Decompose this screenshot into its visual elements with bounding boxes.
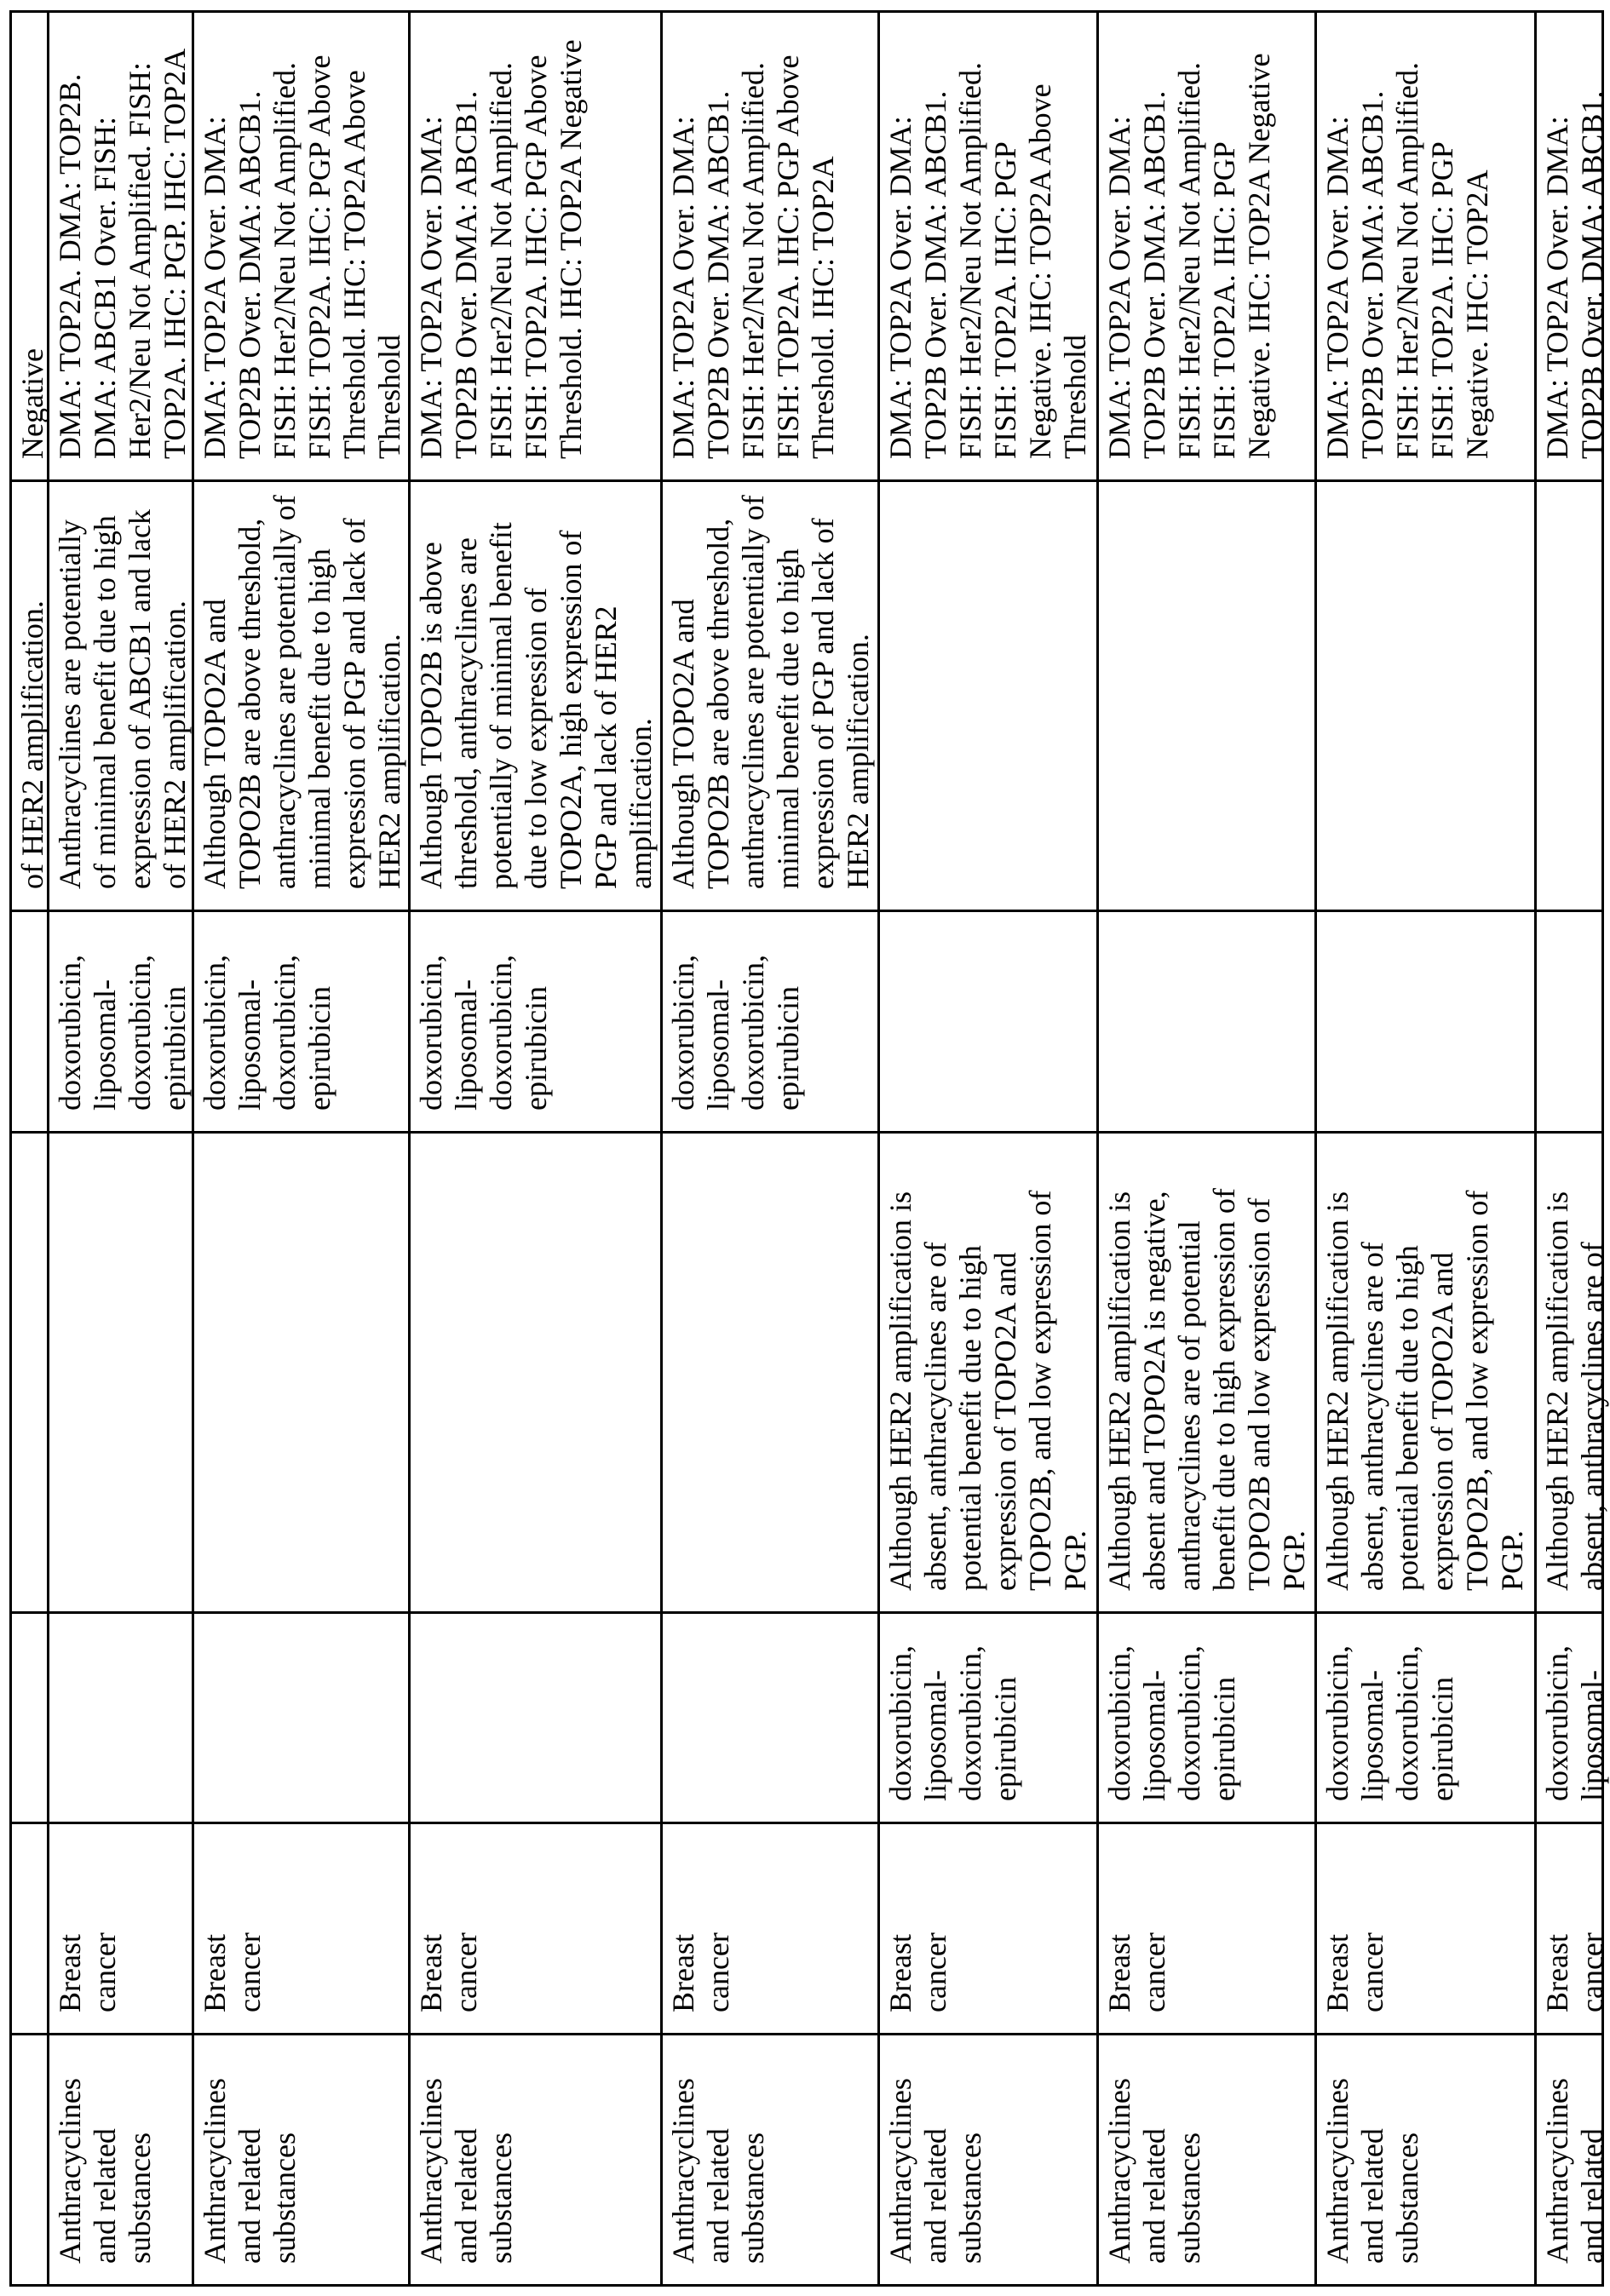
table-cell-minimal-benefit-rationale [660,479,880,912]
table-cell-beneficial-drugs [9,1611,49,1824]
cell-text: DMA: TOP2A Over. DMA: TOP2B Over. DMA: ABCB1. FISH: Her2/Neu Not Amplified. FISH: TOP2A. IHC: PGP Negative. IHC: TOP2A [1317,13,1534,479]
cell-text: Although HER2 amplification is absent and TOPO2A is negative, anthracyclines are of potential benefit due to high expression of TOPO2B and low expression of PGP. [1099,1134,1314,1611]
table-cell-minimal-benefit-rationale [9,479,49,912]
table-cell-benefit-rationale [192,1131,411,1614]
cell-text: DMA: TOP2A Over. DMA: TOP2B Over. DMA: ABCB1. FISH: Her2/Neu Not Amplified. FISH: TOP2A. IHC: PGP Negative. IHC: TOP2A Above Threshold [880,13,1096,479]
cell-text [1317,482,1534,910]
cell-text: Anthracyclines and related substances [663,2035,877,2284]
table-cell-benefit-rationale [9,1131,49,1614]
table-cell-biomarker-results [1096,10,1317,482]
cell-text: doxorubicin, liposomal-doxorubicin, epirubicin [880,1614,1096,1822]
cell-text: Anthracyclines are potentially of minimal benefit due to high expression of ABCB1 and lack of HER2 amplification. [49,482,192,910]
cell-text: Breast cancer [194,1824,408,2033]
table-cell-drug-class [408,2033,663,2287]
table-cell-beneficial-drugs [1096,1611,1317,1824]
cell-text [12,912,47,1131]
cell-text [663,1134,877,1611]
table-cell-cancer-type [9,1822,49,2035]
table-cell-cancer-type [1534,1822,1604,2035]
cell-text [12,2035,47,2284]
cell-text: Anthracyclines and related substances [194,2035,408,2284]
table-cell-benefit-rationale [1534,1131,1604,1614]
table-cell-benefit-rationale [1314,1131,1537,1614]
cell-text [411,1134,660,1611]
table-cell-minimal-benefit-drugs [660,910,880,1134]
table-cell-minimal-benefit-drugs [1534,910,1604,1134]
table-cell-cancer-type [192,1822,411,2035]
rotated-table-page [0,0,1609,2296]
cell-text: of HER2 amplification. [12,482,47,910]
cell-text: Although TOPO2B is above threshold, anthracyclines are potentially of minimal benefit due to low expression of TOPO2A, high expression of PGP and lack of HER2 amplification. [411,482,660,910]
table-cell-biomarker-results [1534,10,1604,482]
table-cell-minimal-benefit-drugs [192,910,411,1134]
cell-text: doxorubicin, liposomal-doxorubicin, epirubicin [1317,1614,1534,1822]
table-cell-biomarker-results [1314,10,1537,482]
cell-text: Negative [12,13,47,479]
table-cell-minimal-benefit-rationale [877,479,1099,912]
table-cell-drug-class [1096,2033,1317,2287]
cell-text: doxorubicin, liposomal-doxorubicin, epirubicin [49,912,192,1131]
cell-text: DMA: TOP2A Over. DMA: TOP2B Over. DMA: ABCB1. FISH: Her2/Neu Not Amplified. FISH: TOP2A. IHC: PGP Above Threshold. IHC: TOP2A [663,13,877,479]
cell-text [12,1824,47,2033]
table-cell-minimal-benefit-drugs [47,910,194,1134]
cell-text: doxorubicin, liposomal-doxorubicin, epirubicin [194,912,408,1131]
cell-text: doxorubicin, liposomal-doxorubicin, epirubicin [1099,1614,1314,1822]
table-cell-drug-class [47,2033,194,2287]
cell-text [194,1614,408,1822]
cell-text: Although HER2 amplification is absent, anthracyclines are of potential benefit due to high expression of TOPO2A and TOPO2B, and low expression of PGP. [880,1134,1096,1611]
cell-text [1537,482,1601,910]
table-cell-drug-class [660,2033,880,2287]
cell-text: DMA: TOP2A Over. DMA: TOP2B Over. DMA: ABCB1. FISH: Her2/Neu Not Amplified. FISH: TOP2A. IHC: PGP Above Threshold. IHC: TOP2A Above Threshold [194,13,408,479]
cell-text: Breast cancer [49,1824,192,2033]
cell-text: Although HER2 amplification is absent, anthracyclines are of potential benefit due to high expression of TOPO2A and TOPO2B, and low expression of PGP. [1317,1134,1534,1611]
cell-text: Although TOPO2A and TOPO2B are above threshold, anthracyclines are potentially of minimal benefit due to high expression of PGP and lack of HER2 amplification. [194,482,408,910]
table-cell-cancer-type [877,1822,1099,2035]
cell-text: Anthracyclines and related substances [49,2035,192,2284]
table-cell-cancer-type [47,1822,194,2035]
cell-text [12,1614,47,1822]
table-cell-minimal-benefit-rationale [47,479,194,912]
table-cell-beneficial-drugs [192,1611,411,1824]
table-cell-cancer-type [408,1822,663,2035]
cell-text [194,1134,408,1611]
table-cell-benefit-rationale [1096,1131,1317,1614]
cell-text: Breast cancer [880,1824,1096,2033]
table-cell-drug-class [1534,2033,1604,2287]
table-cell-cancer-type [1314,1822,1537,2035]
table-cell-biomarker-results [660,10,880,482]
table-cell-minimal-benefit-drugs [1096,910,1317,1134]
table-cell-biomarker-results [877,10,1099,482]
cell-text [880,912,1096,1131]
cell-text [49,1134,192,1611]
cell-text: Anthracyclines and related substances [1099,2035,1314,2284]
cell-text: Although HER2 amplification is absent, anthracyclines are of [1537,1134,1601,1611]
table-cell-biomarker-results [408,10,663,482]
cell-text: Anthracyclines and related substances [1317,2035,1534,2284]
table-cell-minimal-benefit-rationale [1534,479,1604,912]
cell-text [49,1614,192,1822]
table-cell-beneficial-drugs [47,1611,194,1824]
cell-text: Anthracyclines and related [1537,2035,1601,2284]
table-cell-minimal-benefit-rationale [192,479,411,912]
table-cell-cancer-type [1096,1822,1317,2035]
cell-text: DMA: TOP2A Over. DMA: TOP2B Over. DMA: ABCB1. [1537,13,1601,479]
table-cell-minimal-benefit-drugs [9,910,49,1134]
cell-text: Breast cancer [1317,1824,1534,2033]
table-cell-beneficial-drugs [1534,1611,1604,1824]
table-cell-drug-class [192,2033,411,2287]
table-cell-benefit-rationale [877,1131,1099,1614]
cell-text [663,1614,877,1822]
table-cell-beneficial-drugs [408,1611,663,1824]
table-cell-minimal-benefit-drugs [1314,910,1537,1134]
table-cell-drug-class [9,2033,49,2287]
cell-text: DMA: TOP2A Over. DMA: TOP2B Over. DMA: ABCB1. FISH: Her2/Neu Not Amplified. FISH: TOP2A. IHC: PGP Negative. IHC: TOP2A Negative [1099,13,1314,479]
cell-text: Breast cancer [411,1824,660,2033]
cell-text: Anthracyclines and related substances [880,2035,1096,2284]
cell-text: doxorubicin, liposomal-doxorubicin, epirubicin [411,912,660,1131]
cell-text: DMA: TOP2A Over. DMA: TOP2B Over. DMA: ABCB1. FISH: Her2/Neu Not Amplified. FISH: TOP2A. IHC: PGP Above Threshold. IHC: TOP2A Negative [411,13,660,479]
cell-text [880,482,1096,910]
table-cell-benefit-rationale [408,1131,663,1614]
cell-text: Breast cancer [1537,1824,1601,2033]
table-cell-minimal-benefit-drugs [877,910,1099,1134]
table-cell-minimal-benefit-rationale [1314,479,1537,912]
table-cell-beneficial-drugs [877,1611,1099,1824]
cell-text: doxorubicin, liposomal-doxorubicin, epirubicin [663,912,877,1131]
table-cell-beneficial-drugs [660,1611,880,1824]
table-cell-beneficial-drugs [1314,1611,1537,1824]
table-cell-benefit-rationale [660,1131,880,1614]
table-cell-biomarker-results [9,10,49,482]
table-cell-biomarker-results [47,10,194,482]
cell-text [1537,912,1601,1131]
table-cell-minimal-benefit-rationale [1096,479,1317,912]
table-cell-biomarker-results [192,10,411,482]
cell-text [1317,912,1534,1131]
table-cell-drug-class [1314,2033,1537,2287]
table-cell-minimal-benefit-drugs [408,910,663,1134]
cell-text: Anthracyclines and related substances [411,2035,660,2284]
cell-text [12,1134,47,1611]
cell-text: Breast cancer [1099,1824,1314,2033]
table-cell-cancer-type [660,1822,880,2035]
cell-text [411,1614,660,1822]
cell-text [1099,912,1314,1131]
table-cell-drug-class [877,2033,1099,2287]
cell-text: Breast cancer [663,1824,877,2033]
cell-text [1099,482,1314,910]
table-cell-minimal-benefit-rationale [408,479,663,912]
cell-text: doxorubicin, liposomal- [1537,1614,1601,1822]
cell-text: DMA: TOP2A. DMA: TOP2B. DMA: ABCB1 Over. FISH: Her2/Neu Not Amplified. FISH: TOP2A. IHC: PGP. IHC: TOP2A [49,13,192,479]
cell-text: Although TOPO2A and TOPO2B are above threshold, anthracyclines are potentially of minimal benefit due to high expression of PGP and lack of HER2 amplification. [663,482,877,910]
table-cell-benefit-rationale [47,1131,194,1614]
